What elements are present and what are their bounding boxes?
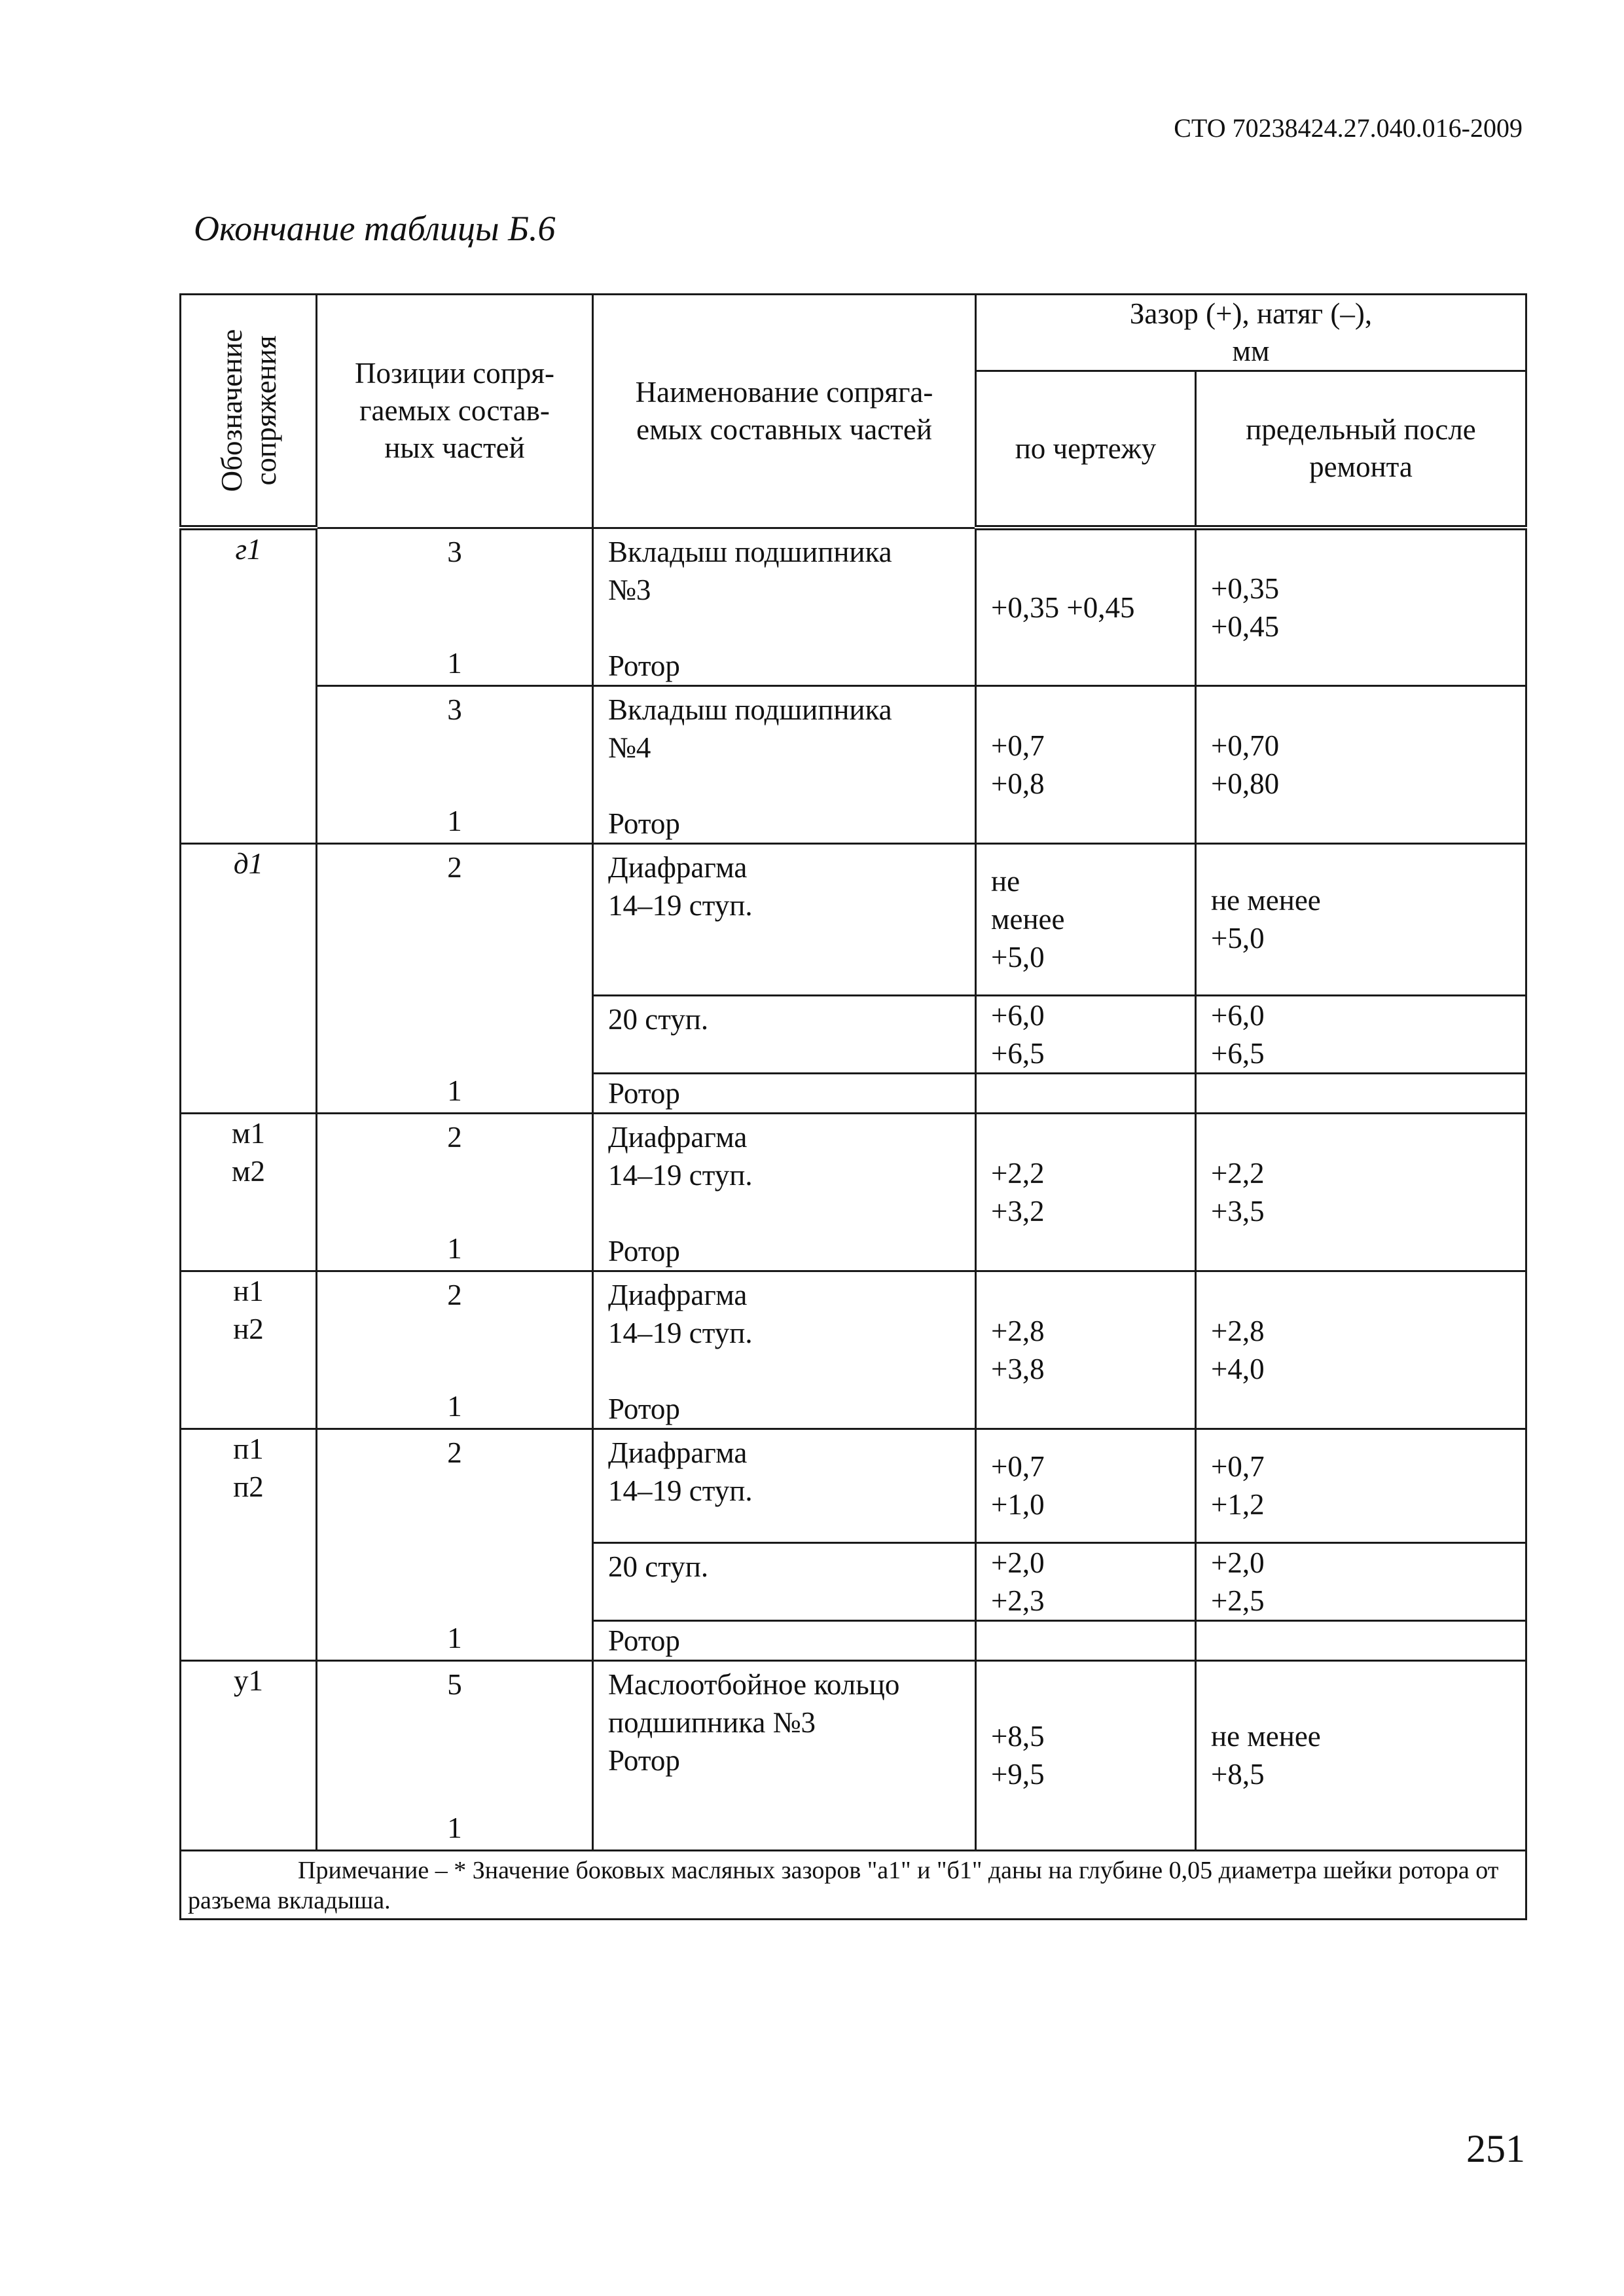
drawing-value-cell xyxy=(976,1542,1196,1620)
limit-value: +0,45 xyxy=(1211,610,1280,643)
drawing-value-cell xyxy=(976,995,1196,1073)
page-number: 251 xyxy=(1466,2127,1525,2170)
header-by-drawing xyxy=(976,371,1196,528)
drawing-value: +6,5 xyxy=(991,1036,1045,1070)
limit-value: +6,5 xyxy=(1211,1036,1265,1070)
designation-d1: д1 xyxy=(233,847,264,880)
name-line: Ротор xyxy=(608,1076,680,1110)
drawing-value: +6,0 xyxy=(991,998,1045,1032)
table-row xyxy=(181,528,1526,685)
name-line: №4 xyxy=(608,731,651,764)
header-designation xyxy=(181,295,317,528)
drawing-value: +8,5 xyxy=(991,1720,1045,1753)
name-line: Ротор xyxy=(608,1743,680,1777)
name-cell xyxy=(593,1113,976,1271)
name-cell xyxy=(593,528,976,685)
designation-cell xyxy=(181,1660,317,1850)
header-positions-label: Позиции сопря- гаемых состав- ных частей xyxy=(354,357,555,465)
table-row xyxy=(181,1660,1526,1850)
name-line: 14–19 ступ. xyxy=(608,1316,753,1349)
name-line: Вкладыш подшипника xyxy=(608,693,892,726)
designation-p2: п2 xyxy=(233,1470,264,1503)
name-cell xyxy=(593,1429,976,1542)
name-cell xyxy=(593,1073,976,1113)
limit-value: +6,0 xyxy=(1211,998,1265,1032)
limit-value: +2,8 xyxy=(1211,1314,1265,1347)
limit-value: +8,5 xyxy=(1211,1758,1265,1791)
name-line: Диафрагма xyxy=(608,1436,748,1469)
name-line: Ротор xyxy=(608,649,680,682)
designation-cell xyxy=(181,1271,317,1429)
name-line: 20 ступ. xyxy=(608,1550,709,1583)
drawing-value: менее xyxy=(991,903,1065,936)
mating-clearance-table xyxy=(179,293,1527,1920)
position-top: 3 xyxy=(447,535,462,568)
drawing-value-cell xyxy=(976,1073,1196,1113)
header-limit-label: предельный после ремонта xyxy=(1246,413,1476,483)
drawing-value-cell xyxy=(976,1660,1196,1850)
drawing-value: +0,7 xyxy=(991,1450,1045,1483)
position-bottom: 1 xyxy=(447,1074,462,1107)
drawing-value: +5,0 xyxy=(991,941,1045,974)
drawing-value-cell xyxy=(976,1113,1196,1271)
limit-value: +0,70 xyxy=(1211,729,1280,762)
drawing-value-cell xyxy=(976,685,1196,843)
position-bottom: 1 xyxy=(447,1231,462,1265)
table-caption: Окончание таблицы Б.6 xyxy=(194,209,556,248)
name-cell xyxy=(593,1620,976,1660)
table-note xyxy=(181,1850,1526,1919)
position-bottom: 1 xyxy=(447,1621,462,1654)
name-cell xyxy=(593,843,976,995)
drawing-value: +3,2 xyxy=(991,1194,1045,1228)
table-row xyxy=(181,1429,1526,1542)
limit-value: +2,5 xyxy=(1211,1584,1265,1617)
drawing-value-cell xyxy=(976,1620,1196,1660)
limit-value: +0,35 xyxy=(1211,572,1280,605)
positions-cell xyxy=(317,1271,593,1429)
header-name-label: Наименование сопряга- емых составных частей xyxy=(635,375,933,446)
position-bottom: 1 xyxy=(447,1811,462,1844)
position-bottom: 1 xyxy=(447,646,462,680)
positions-cell xyxy=(317,685,593,843)
name-line: 14–19 ступ. xyxy=(608,888,753,922)
header-positions xyxy=(317,295,593,528)
name-line: 14–19 ступ. xyxy=(608,1474,753,1507)
limit-value: не менее xyxy=(1211,1720,1321,1753)
designation-cell xyxy=(181,1429,317,1660)
header-limit-after-repair xyxy=(1196,371,1526,528)
position-top: 5 xyxy=(447,1667,462,1701)
drawing-value: +0,35 +0,45 xyxy=(991,591,1135,624)
table-header xyxy=(181,295,1526,528)
limit-value-cell xyxy=(1196,1429,1526,1542)
drawing-value: +9,5 xyxy=(991,1758,1045,1791)
limit-value: +0,80 xyxy=(1211,767,1280,800)
table-row xyxy=(181,1113,1526,1271)
drawing-value-cell xyxy=(976,528,1196,685)
name-line: 14–19 ступ. xyxy=(608,1158,753,1192)
positions-cell xyxy=(317,528,593,685)
designation-cell xyxy=(181,843,317,1113)
name-cell xyxy=(593,1542,976,1620)
name-line: 20 ступ. xyxy=(608,1002,709,1036)
positions-cell xyxy=(317,843,593,1113)
document-code: СТО 70238424.27.040.016-2009 xyxy=(1174,113,1523,143)
limit-value: не менее xyxy=(1211,884,1321,917)
drawing-value-cell xyxy=(976,1271,1196,1429)
limit-value-cell xyxy=(1196,528,1526,685)
header-gap-group xyxy=(976,295,1526,371)
position-top: 2 xyxy=(447,1120,462,1154)
name-cell xyxy=(593,1660,976,1850)
positions-cell xyxy=(317,1429,593,1660)
name-cell xyxy=(593,1271,976,1429)
name-line: №3 xyxy=(608,573,651,606)
designation-p1: п1 xyxy=(233,1432,264,1465)
header-by-drawing-label: по чертежу xyxy=(1015,431,1157,465)
position-bottom: 1 xyxy=(447,1389,462,1423)
drawing-value: +0,7 xyxy=(991,729,1045,762)
header-name xyxy=(593,295,976,528)
name-line: Вкладыш подшипника xyxy=(608,535,892,568)
designation-n1: н1 xyxy=(233,1274,264,1307)
limit-value: +4,0 xyxy=(1211,1352,1265,1385)
name-line: Диафрагма xyxy=(608,1278,748,1311)
drawing-value: не xyxy=(991,865,1020,898)
limit-value-cell xyxy=(1196,1113,1526,1271)
designation-m2: м2 xyxy=(232,1154,265,1188)
table-row xyxy=(181,1271,1526,1429)
name-line: Диафрагма xyxy=(608,850,748,884)
limit-value: +0,7 xyxy=(1211,1450,1265,1483)
designation-cell xyxy=(181,528,317,843)
drawing-value: +2,8 xyxy=(991,1314,1045,1347)
designation-g1: г1 xyxy=(235,533,262,566)
header-designation-label: Обозначение сопряжения xyxy=(215,329,282,492)
limit-value: +2,0 xyxy=(1211,1546,1265,1579)
table-row xyxy=(181,685,1526,843)
drawing-value: +2,3 xyxy=(991,1584,1045,1617)
limit-value: +5,0 xyxy=(1211,922,1265,955)
limit-value-cell xyxy=(1196,1073,1526,1113)
designation-n2: н2 xyxy=(233,1312,264,1345)
name-line: Маслоотбойное кольцо xyxy=(608,1667,900,1701)
limit-value-cell xyxy=(1196,685,1526,843)
limit-value-cell xyxy=(1196,1271,1526,1429)
positions-cell xyxy=(317,1660,593,1850)
limit-value-cell xyxy=(1196,843,1526,995)
table-row xyxy=(181,843,1526,995)
limit-value: +1,2 xyxy=(1211,1488,1265,1521)
table-row xyxy=(181,1850,1526,1919)
drawing-value-cell xyxy=(976,843,1196,995)
name-line: подшипника №3 xyxy=(608,1705,816,1739)
header-gap-group-label: Зазор (+), натяг (–), мм xyxy=(1129,297,1373,367)
limit-value: +3,5 xyxy=(1211,1194,1265,1228)
designation-u1: у1 xyxy=(234,1664,263,1697)
limit-value-cell xyxy=(1196,1542,1526,1620)
drawing-value: +0,8 xyxy=(991,767,1045,800)
drawing-value: +1,0 xyxy=(991,1488,1045,1521)
limit-value-cell xyxy=(1196,995,1526,1073)
note-text: Примечание – * Значение боковых масляных зазоров "а1" и "б1" даны на глубине 0,05 диаметра шейки ротора от разъема вкладыша. xyxy=(188,1856,1499,1914)
limit-value-cell xyxy=(1196,1620,1526,1660)
drawing-value: +3,8 xyxy=(991,1352,1045,1385)
name-line: Ротор xyxy=(608,807,680,840)
position-top: 3 xyxy=(447,693,462,726)
drawing-value-cell xyxy=(976,1429,1196,1542)
position-top: 2 xyxy=(447,850,462,884)
designation-cell xyxy=(181,1113,317,1271)
limit-value: +2,2 xyxy=(1211,1156,1265,1190)
limit-value-cell xyxy=(1196,1660,1526,1850)
name-cell xyxy=(593,685,976,843)
name-line: Ротор xyxy=(608,1624,680,1657)
name-cell xyxy=(593,995,976,1073)
position-bottom: 1 xyxy=(447,804,462,837)
positions-cell xyxy=(317,1113,593,1271)
name-line: Ротор xyxy=(608,1392,680,1425)
drawing-value: +2,0 xyxy=(991,1546,1045,1579)
position-top: 2 xyxy=(447,1436,462,1469)
designation-m1: м1 xyxy=(232,1116,265,1150)
name-line: Ротор xyxy=(608,1234,680,1267)
position-top: 2 xyxy=(447,1278,462,1311)
drawing-value: +2,2 xyxy=(991,1156,1045,1190)
name-line: Диафрагма xyxy=(608,1120,748,1154)
